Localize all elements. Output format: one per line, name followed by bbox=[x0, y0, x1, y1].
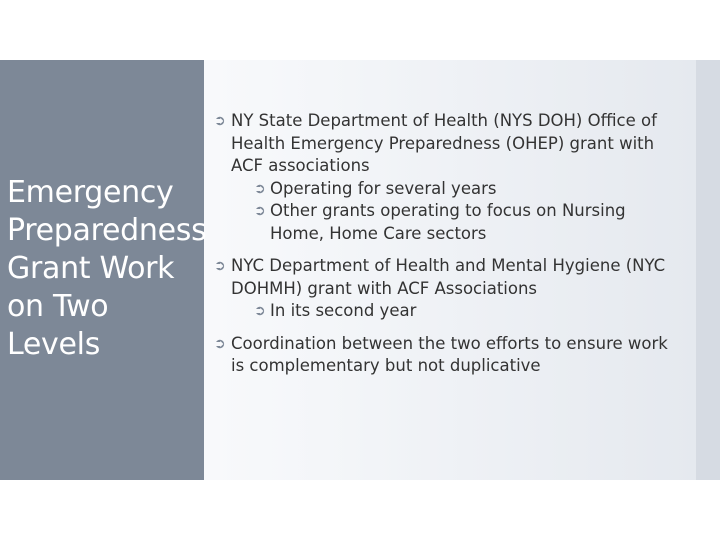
bullet-item bbox=[214, 255, 684, 300]
arrow-bullet-icon: ➲ bbox=[254, 203, 266, 219]
bullet-text: NYC Department of Health and Mental Hygiene (NYC DOHMH) grant with ACF Associations bbox=[231, 256, 666, 298]
title-line: Grant Work bbox=[7, 251, 175, 286]
bullet-item bbox=[214, 110, 684, 178]
bullet-text: NY State Department of Health (NYS DOH) Office of Health Emergency Preparedness (OHEP) grant with ACF associations bbox=[231, 111, 657, 175]
title-line: Levels bbox=[7, 327, 101, 362]
arrow-bullet-icon: ➲ bbox=[214, 113, 226, 129]
bullet-text: Coordination between the two efforts to ensure work is complementary but not duplicative bbox=[231, 333, 668, 375]
sub-bullet-item bbox=[214, 300, 684, 323]
arrow-bullet-icon: ➲ bbox=[254, 303, 266, 319]
right-edge-strip bbox=[696, 60, 720, 480]
title-line: Emergency bbox=[7, 175, 174, 210]
bullet-text: Other grants operating to focus on Nursing Home, Home Care sectors bbox=[270, 201, 626, 243]
title-line: on Two bbox=[7, 289, 109, 324]
arrow-bullet-icon: ➲ bbox=[254, 180, 266, 197]
arrow-bullet-icon: ➲ bbox=[214, 258, 226, 274]
bullet-text: In its second year bbox=[270, 301, 417, 320]
bullet-text: Operating for several years bbox=[270, 178, 497, 198]
sub-bullet-item bbox=[214, 178, 684, 201]
slide-title bbox=[7, 174, 207, 364]
bullet-list bbox=[214, 110, 684, 378]
bullet-item bbox=[214, 333, 684, 378]
arrow-bullet-icon: ➲ bbox=[214, 335, 226, 352]
sub-bullet-item bbox=[214, 200, 684, 245]
title-line: Preparedness bbox=[7, 213, 207, 248]
